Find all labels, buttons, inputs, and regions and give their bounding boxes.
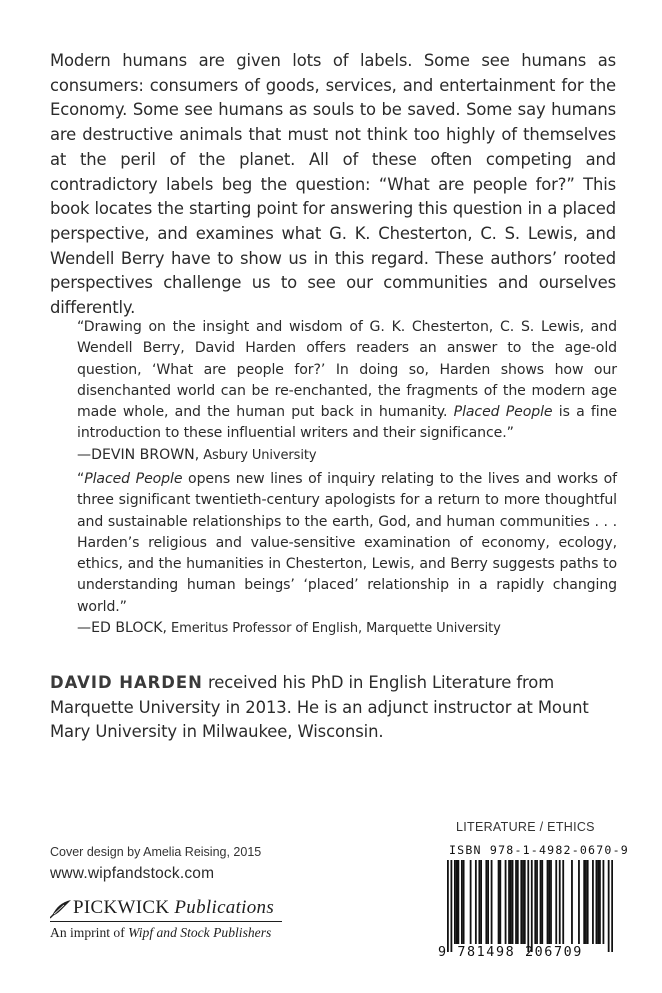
barcode-bar	[508, 860, 510, 944]
attribution-name: —ED BLOCK,	[77, 620, 168, 637]
imprint-text: An imprint of	[50, 925, 129, 940]
barcode-bar	[571, 860, 573, 944]
barcode-bar	[592, 860, 594, 944]
barcode-bar	[587, 860, 589, 944]
barcode-bar	[517, 860, 519, 944]
barcode-bar	[457, 860, 459, 944]
quote-text: “	[77, 471, 85, 487]
publisher-logo-block	[50, 895, 290, 941]
attribution-name: —DEVIN BROWN,	[77, 446, 200, 463]
author-name: DAVID HARDEN	[50, 673, 203, 692]
cover-design-credit: Cover design by Amelia Reising, 2015	[50, 845, 262, 859]
barcode-bar	[447, 860, 449, 952]
barcode-digits: 9 781498 206709	[438, 945, 583, 960]
barcode-bar	[550, 860, 552, 944]
barcode-bar	[527, 860, 529, 952]
barcode-bar	[463, 860, 465, 944]
barcode-bar	[478, 860, 480, 944]
back-cover-blurb: Modern humans are given lots of labels. Some see humans as consumers: consumers of goods, services, and entertainment for the Economy. Some see humans as souls to be saved. Some say humans are destructive animals that must not think too highly of themselves at the peril of the planet. All of these often competing and contradictory labels beg the question: “What are people for?” This book locates the starting point for answering this question in a placed perspective, and examines what G. K. Chesterton, C. S. Lewis, and Wendell Berry have to show us in this regard. These authors’ rooted perspectives challenge us to see our communities and ourselves differently.	[50, 51, 616, 318]
attribution-affiliation: Emeritus Professor of English, Marquette University	[167, 621, 501, 637]
barcode-bar	[611, 860, 613, 952]
barcode-bar	[547, 860, 549, 944]
quote-attribution	[77, 445, 617, 466]
barcode-bar	[596, 860, 598, 944]
barcode-bar	[450, 860, 452, 952]
barcode-bar	[541, 860, 543, 944]
isbn-label: ISBN 978-1-4982-0670-9	[449, 843, 629, 857]
publisher-rule-divider	[50, 921, 282, 922]
barcode-bar	[585, 860, 587, 944]
barcode-bar	[555, 860, 557, 944]
attribution-affiliation: Asbury University	[199, 447, 317, 463]
barcode-bar	[520, 860, 522, 944]
barcode-bar	[603, 860, 605, 944]
barcode-bar	[512, 860, 514, 944]
publisher-website[interactable]: www.wipfandstock.com	[50, 865, 215, 882]
barcode-bar	[480, 860, 482, 944]
barcode-bar	[456, 860, 458, 944]
publisher-word1: PICKWICK	[73, 897, 170, 918]
book-category: LITERATURE / ETHICS	[456, 820, 595, 834]
barcode-bar	[540, 860, 542, 944]
barcode-bar	[536, 860, 538, 944]
barcode-bar	[498, 860, 500, 944]
barcode-bar	[559, 860, 561, 944]
publisher-name	[73, 897, 274, 919]
barcode-bar	[522, 860, 524, 944]
publisher-word2: Publications	[174, 897, 275, 918]
author-bio-text: received his PhD in English Literature from Marquette University in 2013. He is an adjunct instructor at Mount Mary University in Milwaukee, Wisconsin.	[50, 673, 589, 742]
barcode-bar	[515, 860, 517, 944]
quote-text: opens new lines of inquiry relating to the lives and works of three significant twentieth-century apologists for a return to more thoughtful and sustainable relationships to the earth, God, and human communities . . . Harden’s religious and value-sensitive examination of economy, ecology, ethics, and the humanities in Chesterton, Lewis, and Berry suggests paths to understanding human beings’ ‘placed’ relationship in a rapidly changing world.”	[77, 471, 617, 615]
endorsement-quote	[77, 317, 617, 466]
barcode-bar	[524, 860, 526, 944]
barcode-bar	[499, 860, 501, 944]
imprint-line	[50, 925, 290, 941]
barcode-bar	[491, 860, 493, 944]
endorsement-quote	[77, 469, 617, 639]
book-title-italic: Placed People	[84, 471, 183, 487]
quote-attribution	[77, 618, 617, 639]
barcode-bar	[454, 860, 456, 944]
barcode-bar	[534, 860, 536, 944]
barcode-bar	[578, 860, 580, 944]
barcode-bar	[562, 860, 564, 944]
barcode-bar	[531, 860, 533, 952]
barcode-bar	[470, 860, 472, 944]
quote-text: “Drawing on the insight and wisdom of G. K. Chesterton, C. S. Lewis, and Wendell Berry, David Harden offers readers an answer to the age-old question, ‘What are people for?’ In doing so, Harden shows how our disenchanted world can be re-enchanted, the fragments of the modern age made whole, and the human put back in humanity.	[77, 319, 617, 421]
barcode-bar	[599, 860, 601, 944]
barcode-bar	[608, 860, 610, 952]
barcode-bar	[583, 860, 585, 944]
author-bio	[50, 671, 616, 745]
barcode-bar	[475, 860, 477, 944]
quote-text: is a fine introduction to these influential writers and their significance.”	[77, 404, 617, 442]
imprint-parent-name: Wipf and Stock Publishers	[128, 925, 272, 940]
barcode-bar	[548, 860, 550, 944]
pickwick-feather-logo-icon	[50, 899, 72, 919]
barcode-bar	[510, 860, 512, 944]
book-title-italic: Placed People	[453, 404, 553, 421]
barcode-bar	[461, 860, 463, 944]
ean-13-barcode	[447, 860, 613, 952]
barcode-bar	[485, 860, 487, 944]
barcode-bar	[505, 860, 507, 944]
barcode-bar	[597, 860, 599, 944]
barcode-bar	[487, 860, 489, 944]
